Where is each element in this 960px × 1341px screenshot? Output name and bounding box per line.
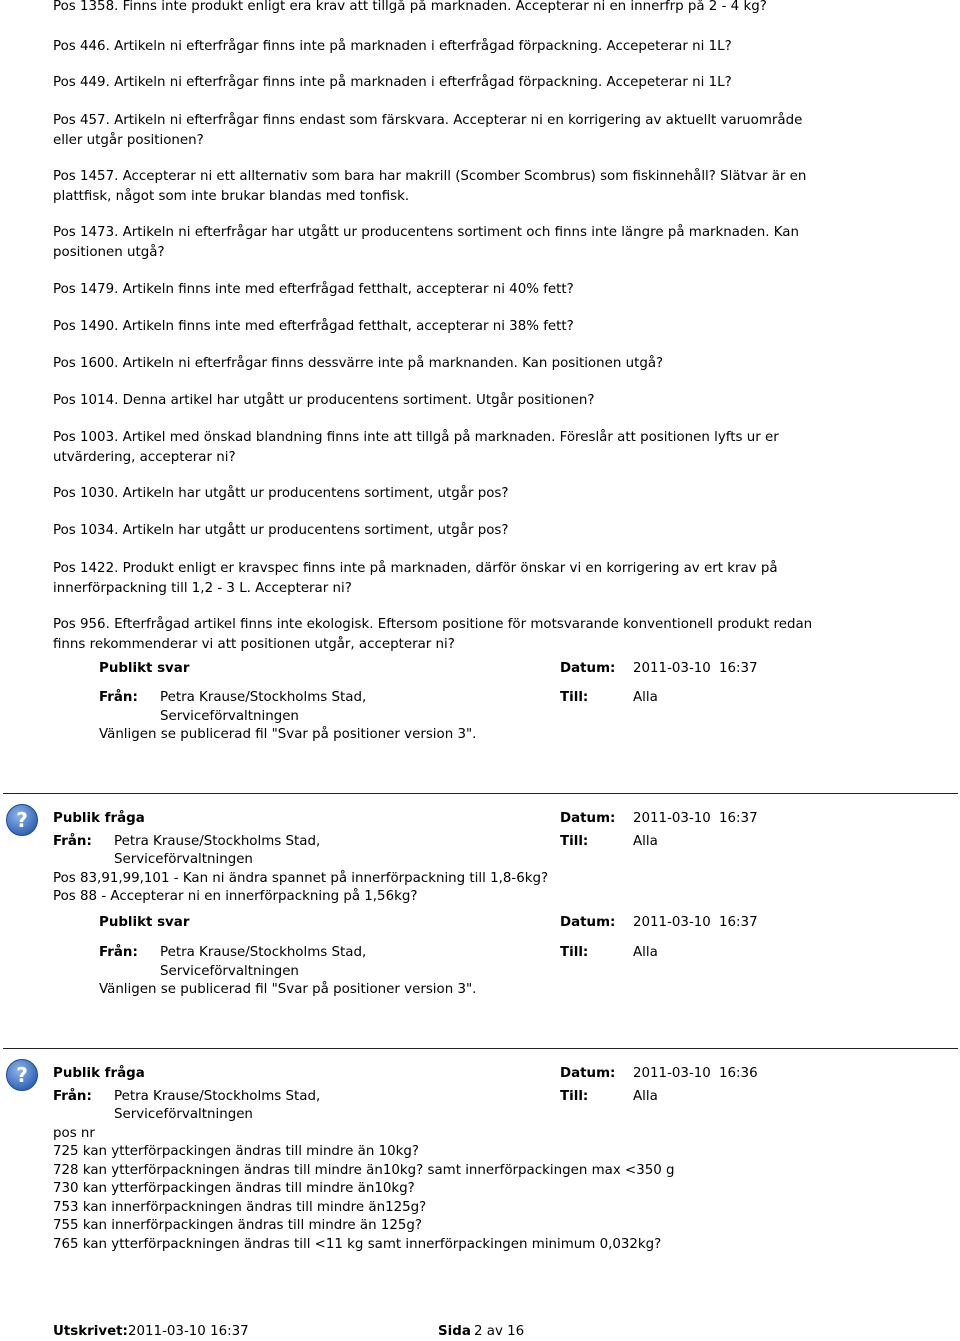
paragraph: Pos 1479. Artikeln finns inte med efterfrågad fetthalt, accepterar ni 40% fett? bbox=[53, 282, 574, 297]
paragraph: Pos 956. Efterfrågad artikel finns inte ekologisk. Eftersom positione för motsvarande konventionell produkt redan finns rekommenderar vi att positionen utgår, accepterar ni? bbox=[53, 617, 813, 652]
question-line: Pos 88 - Accepterar ni en innerförpackning på 1,56kg? bbox=[53, 889, 418, 904]
fran-label: Från: bbox=[99, 945, 138, 960]
question-line: 730 kan ytterförpackingen ändras till mindre än10kg? bbox=[53, 1181, 415, 1196]
time-value: 16:37 bbox=[719, 811, 758, 826]
publikt-svar-heading: Publikt svar bbox=[99, 915, 190, 930]
paragraph: Pos 1473. Artikeln ni efterfrågar har utgått ur producentens sortiment och finns inte längre på marknaden. Kan positionen utgå? bbox=[53, 225, 799, 260]
date-value: 2011-03-10 bbox=[633, 915, 711, 930]
to-value: Alla bbox=[633, 1089, 658, 1104]
paragraph: Pos 1457. Accepterar ni ett allternativ som bara har makrill (Scomber Scombrus) som fiskinnehåll? Slätvar är en plattfisk, något som inte brukar blandas med tonfisk. bbox=[53, 169, 807, 204]
from-name: Petra Krause/Stockholms Stad, bbox=[160, 690, 367, 705]
printed-label: Utskrivet: bbox=[53, 1324, 128, 1339]
datum-label: Datum: bbox=[560, 661, 616, 676]
publik-fraga-heading: Publik fråga bbox=[53, 811, 145, 826]
paragraph: Pos 1490. Artikeln finns inte med efterfrågad fetthalt, accepterar ni 38% fett? bbox=[53, 319, 574, 334]
paragraph: Pos 1014. Denna artikel har utgått ur producentens sortiment. Utgår positionen? bbox=[53, 393, 595, 408]
publik-fraga-heading: Publik fråga bbox=[53, 1066, 145, 1081]
question-line: 765 kan ytterförpackningen ändras till <11 kg samt innerförpackingen minimum 0,032kg? bbox=[53, 1237, 662, 1252]
till-label: Till: bbox=[560, 1089, 589, 1104]
till-label: Till: bbox=[560, 834, 589, 849]
question-line: 753 kan innerförpackningen ändras till mindre än125g? bbox=[53, 1200, 427, 1215]
publikt-svar-heading: Publikt svar bbox=[99, 661, 190, 676]
paragraph: Pos 457. Artikeln ni efterfrågar finns endast som färskvara. Accepterar ni en korrigering av aktuellt varuområde eller utgår positionen? bbox=[53, 113, 803, 148]
paragraph: Pos 449. Artikeln ni efterfrågar finns inte på marknaden i efterfrågad förpackning. Accepeterar ni 1L? bbox=[53, 75, 732, 90]
paragraph: Pos 1422. Produkt enligt er kravspec finns inte på marknaden, därför önskar vi en korrigering av ert krav på innerförpackning till 1,2 - 3 L. Accepterar ni? bbox=[53, 561, 778, 596]
question-line: 725 kan ytterförpackingen ändras till mindre än 10kg? bbox=[53, 1144, 419, 1159]
answer-text: Vänligen se publicerad fil "Svar på positioner version 3". bbox=[99, 727, 477, 742]
fran-label: Från: bbox=[99, 690, 138, 705]
svg-text:?: ? bbox=[16, 1063, 28, 1087]
printed-value: 2011-03-10 16:37 bbox=[128, 1324, 249, 1339]
question-icon bbox=[5, 1058, 39, 1092]
paragraph: Pos 1030. Artikeln har utgått ur producentens sortiment, utgår pos? bbox=[53, 486, 509, 501]
to-value: Alla bbox=[633, 690, 658, 705]
to-value: Alla bbox=[633, 834, 658, 849]
fran-label: Från: bbox=[53, 1089, 92, 1104]
divider bbox=[3, 1048, 958, 1049]
datum-label: Datum: bbox=[560, 1066, 616, 1081]
paragraph: Pos 1003. Artikel med önskad blandning finns inte att tillgå på marknaden. Föreslår att positionen lyfts ur er utvärdering, accepterar ni? bbox=[53, 430, 779, 465]
till-label: Till: bbox=[560, 690, 589, 705]
question-line: pos nr bbox=[53, 1126, 95, 1141]
time-value: 16:36 bbox=[719, 1066, 758, 1081]
datum-label: Datum: bbox=[560, 915, 616, 930]
from-name: Petra Krause/Stockholms Stad, bbox=[114, 1089, 321, 1104]
paragraph: Pos 1358. Finns inte produkt enligt era krav att tillgå på marknaden. Accepterar ni en innerfrp på 2 - 4 kg? bbox=[53, 0, 767, 14]
till-label: Till: bbox=[560, 945, 589, 960]
date-value: 2011-03-10 bbox=[633, 661, 711, 676]
question-icon bbox=[5, 803, 39, 837]
question-line: 755 kan innerförpackingen ändras till mindre än 125g? bbox=[53, 1218, 423, 1233]
paragraph: Pos 446. Artikeln ni efterfrågar finns inte på marknaden i efterfrågad förpackning. Accepeterar ni 1L? bbox=[53, 39, 732, 54]
svg-text:?: ? bbox=[16, 808, 28, 832]
date-value: 2011-03-10 bbox=[633, 1066, 711, 1081]
page-label: Sida bbox=[438, 1324, 471, 1339]
time-value: 16:37 bbox=[719, 661, 758, 676]
paragraph: Pos 1600. Artikeln ni efterfrågar finns dessvärre inte på marknanden. Kan positionen utgå? bbox=[53, 356, 664, 371]
paragraph: Pos 1034. Artikeln har utgått ur producentens sortiment, utgår pos? bbox=[53, 523, 509, 538]
divider bbox=[3, 793, 958, 794]
from-org: Serviceförvaltningen bbox=[160, 709, 299, 724]
fran-label: Från: bbox=[53, 834, 92, 849]
datum-label: Datum: bbox=[560, 811, 616, 826]
from-name: Petra Krause/Stockholms Stad, bbox=[114, 834, 321, 849]
from-org: Serviceförvaltningen bbox=[160, 964, 299, 979]
to-value: Alla bbox=[633, 945, 658, 960]
from-org: Serviceförvaltningen bbox=[114, 852, 253, 867]
time-value: 16:37 bbox=[719, 915, 758, 930]
question-line: 728 kan ytterförpackningen ändras till mindre än10kg? samt innerförpackingen max <350 g bbox=[53, 1163, 675, 1178]
date-value: 2011-03-10 bbox=[633, 811, 711, 826]
from-org: Serviceförvaltningen bbox=[114, 1107, 253, 1122]
answer-text: Vänligen se publicerad fil "Svar på positioner version 3". bbox=[99, 982, 477, 997]
question-line: Pos 83,91,99,101 - Kan ni ändra spannet på innerförpackning till 1,8-6kg? bbox=[53, 871, 549, 886]
from-name: Petra Krause/Stockholms Stad, bbox=[160, 945, 367, 960]
page-number: 2 av 16 bbox=[474, 1324, 525, 1339]
